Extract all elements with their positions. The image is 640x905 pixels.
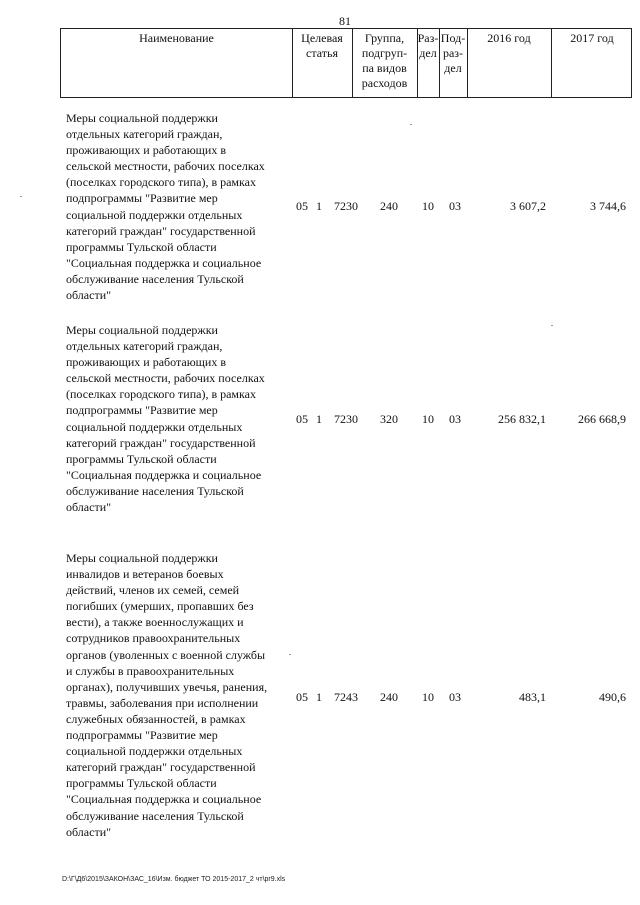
row-value-2017: 3 744,6 <box>590 199 626 213</box>
scan-speck <box>289 654 291 655</box>
row-subprogram-code: 1 <box>316 199 322 213</box>
header-target-article: Целевая статья <box>301 31 343 60</box>
file-path-footer: D:\Г\Д6\2015\ЗАКОН\ЗАС_16\Изм. бюджет ТО 2015-2017_2 чт\pr9.xls <box>62 876 286 883</box>
row-name: Меры социальной поддержки отдельных категорий граждан, проживающих и работающих в сельской местности, рабочих поселках (поселках городского типа), в рамках подпрограммы "Развитие мер социальной поддержки отдельных категорий граждан" государственной программы Тульской области "Социальная поддержка и социальное обслуживание населения Тульской области" <box>66 111 265 303</box>
scan-speck <box>551 325 553 326</box>
row-value-2017: 490,6 <box>599 690 626 704</box>
row-subsection: 03 <box>449 412 461 426</box>
row-subsection: 03 <box>449 690 461 704</box>
row-name: Меры социальной поддержки отдельных категорий граждан, проживающих и работающих в сельской местности, рабочих поселках (поселках городского типа), в рамках подпрограммы "Развитие мер социальной поддержки отдельных категорий граждан" государственной программы Тульской области "Социальная поддержка и социальное обслуживание населения Тульской области" <box>66 323 265 515</box>
row-section: 10 <box>422 199 434 213</box>
row-value-2016: 483,1 <box>519 690 546 704</box>
row-value-2016: 3 607,2 <box>510 199 546 213</box>
row-subsection: 03 <box>449 199 461 213</box>
row-expense-group: 240 <box>380 690 398 704</box>
row-direction-code: 7230 <box>334 199 358 213</box>
header-year-2016: 2016 год <box>487 31 531 45</box>
row-section: 10 <box>422 412 434 426</box>
page-number: 81 <box>339 14 351 28</box>
row-name: Меры социальной поддержки инвалидов и ветеранов боевых действий, членов их семей, семей погибших (умерших, пропавших без вести), а также военнослужащих и сотрудников правоохранительных органов (уволенных с военной службы и службы в правоохранительных органах), получивших увечья, ранения, травмы, заболевания при исполнении служебных обязанностей, в рамках подпрограммы "Развитие мер социальной поддержки отдельных категорий граждан" государственной программы Тульской области "Социальная поддержка и социальное обслуживание населения Тульской области" <box>66 551 268 839</box>
row-direction-code: 7230 <box>334 412 358 426</box>
row-subprogram-code: 1 <box>316 412 322 426</box>
scan-speck <box>20 196 22 197</box>
row-direction-code: 7243 <box>334 690 358 704</box>
header-section: Раз- дел <box>417 31 439 60</box>
scan-speck <box>410 124 412 125</box>
row-expense-group: 240 <box>380 199 398 213</box>
header-expense-group: Группа, подгруп- па видов расходов <box>361 31 408 90</box>
row-program-code: 05 <box>296 690 308 704</box>
row-section: 10 <box>422 690 434 704</box>
header-year-2017: 2017 год <box>570 31 614 45</box>
table-header <box>60 28 632 98</box>
row-expense-group: 320 <box>380 412 398 426</box>
row-program-code: 05 <box>296 199 308 213</box>
row-program-code: 05 <box>296 412 308 426</box>
header-name: Наименование <box>139 31 214 45</box>
row-value-2017: 266 668,9 <box>578 412 626 426</box>
row-subprogram-code: 1 <box>316 690 322 704</box>
header-subsection: Под- раз- дел <box>440 31 466 75</box>
row-value-2016: 256 832,1 <box>498 412 546 426</box>
